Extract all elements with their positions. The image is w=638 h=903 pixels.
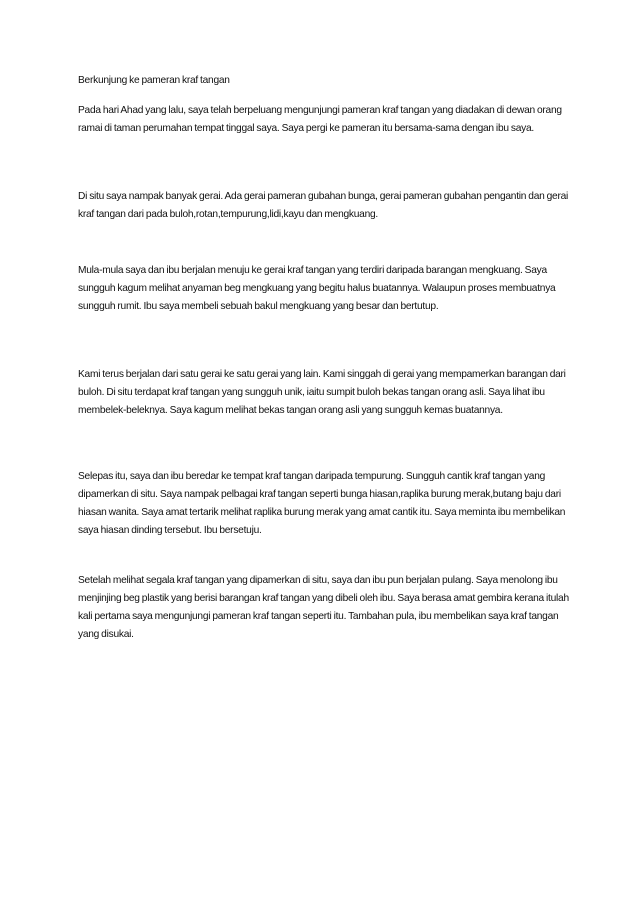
paragraph-1: Pada hari Ahad yang lalu, saya telah berpeluang mengunjungi pameran kraf tangan yang diadakan di dewan orang ramai di taman perumahan tempat tinggal saya. Saya pergi ke pameran itu bersama-sama dengan ibu saya. (78, 105, 562, 134)
paragraph-6: Setelah melihat segala kraf tangan yang dipamerkan di situ, saya dan ibu pun berjalan pulang. Saya menolong ibu menjinjing beg plastik yang berisi barangan kraf tangan yang dibeli oleh ibu. Saya berasa amat gembira kerana itulah kali pertama saya mengunjungi pameran kraf tangan seperti itu. Tambahan pula, ibu membelikan saya kraf tangan yang disukai. (78, 575, 569, 640)
document-title: Berkunjung ke pameran kraf tangan (78, 75, 230, 86)
paragraph-3: Mula-mula saya dan ibu berjalan menuju ke gerai kraf tangan yang terdiri daripada barangan mengkuang. Saya sungguh kagum melihat anyaman beg mengkuang yang begitu halus buatannya. Walaupun proses membuatnya sungguh rumit. Ibu saya membeli sebuah bakul mengkuang yang besar dan bertutup. (78, 265, 556, 312)
paragraph-2: Di situ saya nampak banyak gerai. Ada gerai pameran gubahan bunga, gerai pameran gubahan pengantin dan gerai kraf tangan dari pada buloh,rotan,tempurung,lidi,kayu dan mengkuang. (78, 191, 569, 220)
paragraph-5: Selepas itu, saya dan ibu beredar ke tempat kraf tangan daripada tempurung. Sungguh cantik kraf tangan yang dipamerkan di situ. Saya nampak pelbagai kraf tangan seperti bunga hiasan,raplika burung merak,butang baju dari hiasan wanita. Saya amat tertarik melihat raplika burung merak yang amat cantik itu. Saya meminta ibu membelikan saya hiasan dinding tersebut. Ibu bersetuju. (78, 471, 566, 536)
paragraph-4: Kami terus berjalan dari satu gerai ke satu gerai yang lain. Kami singgah di gerai yang mempamerkan barangan dari buloh. Di situ terdapat kraf tangan yang sungguh unik, iaitu sumpit buloh bekas tangan orang asli. Saya lihat ibu membelek-beleknya. Saya kagum melihat bekas tangan orang asli yang sungguh kemas buatannya. (78, 369, 566, 416)
